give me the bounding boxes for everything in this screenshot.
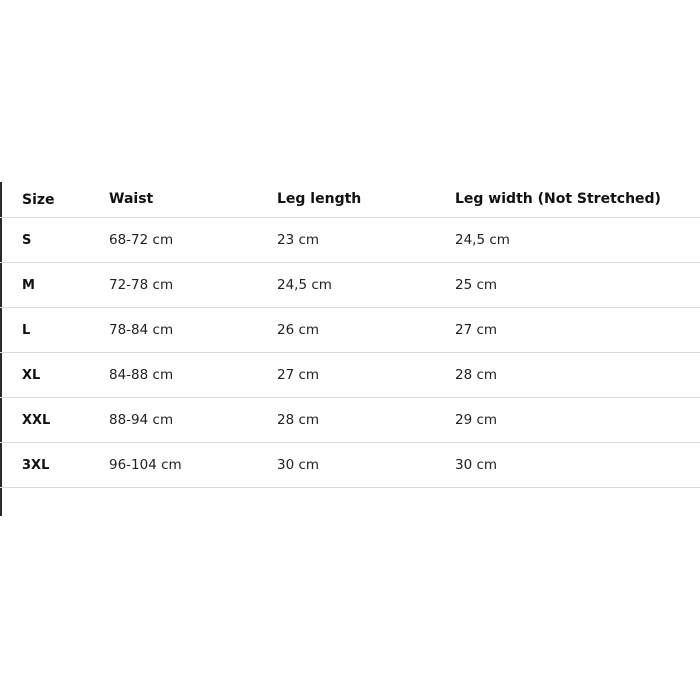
table-row [0, 398, 700, 443]
header-leg-width: Leg width (Not Stretched) [455, 190, 661, 207]
cell-waist: 68-72 cm [109, 232, 174, 248]
cell-leg-width: 24,5 cm [455, 232, 510, 248]
cell-size: 3XL [22, 457, 50, 473]
header-size: Size [22, 191, 55, 208]
cell-leg-width: 28 cm [455, 367, 498, 383]
cell-leg-length: 24,5 cm [277, 277, 332, 293]
table-row [0, 263, 700, 308]
table-row [0, 308, 700, 353]
table-row [0, 443, 700, 488]
cell-leg-length: 23 cm [277, 232, 320, 248]
cell-waist: 72-78 cm [109, 277, 174, 293]
cell-waist: 88-94 cm [109, 412, 174, 428]
cell-waist: 78-84 cm [109, 322, 174, 338]
cell-size: XL [22, 367, 41, 383]
header-leg-length: Leg length [277, 190, 362, 207]
cell-size: S [22, 232, 32, 248]
cell-leg-length: 30 cm [277, 457, 320, 473]
table-row [0, 218, 700, 263]
table-header-row [0, 180, 700, 218]
cell-leg-length: 28 cm [277, 412, 320, 428]
cell-leg-width: 25 cm [455, 277, 498, 293]
cell-leg-width: 27 cm [455, 322, 498, 338]
size-chart-table [0, 180, 700, 488]
cell-leg-width: 30 cm [455, 457, 498, 473]
cell-waist: 84-88 cm [109, 367, 174, 383]
cell-leg-length: 27 cm [277, 367, 320, 383]
cell-size: XXL [22, 412, 51, 428]
cell-leg-length: 26 cm [277, 322, 320, 338]
cell-waist: 96-104 cm [109, 457, 182, 473]
cell-leg-width: 29 cm [455, 412, 498, 428]
header-waist: Waist [109, 190, 154, 207]
cell-size: L [22, 322, 31, 338]
table-row [0, 353, 700, 398]
cell-size: M [22, 277, 35, 293]
